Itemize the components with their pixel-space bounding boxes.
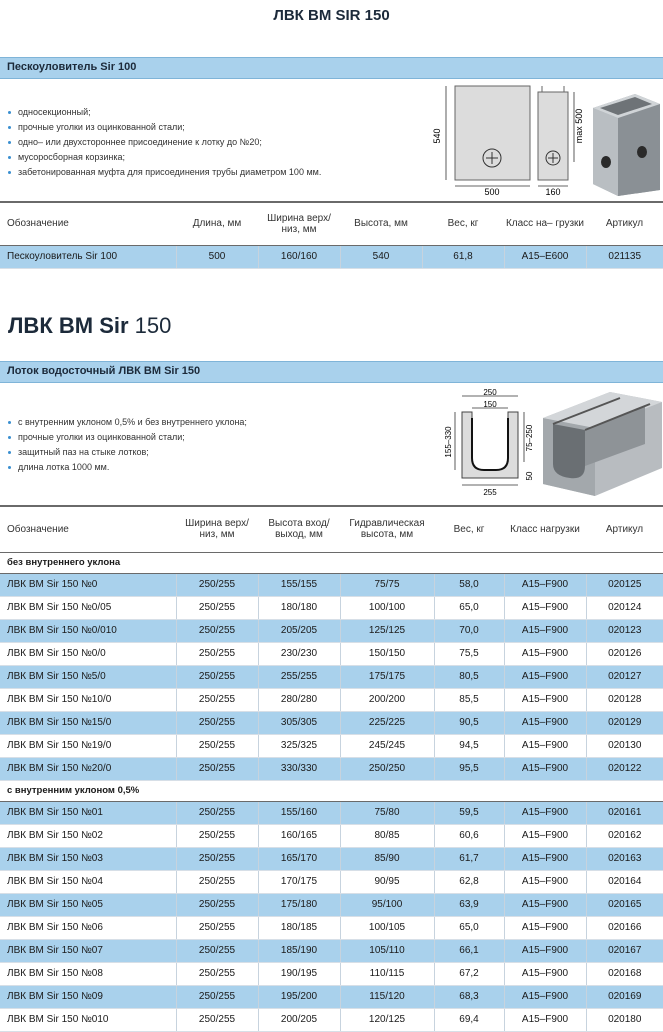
cell: 80,5 <box>434 665 504 688</box>
dim-depth: 160 <box>545 187 561 197</box>
cell: 020167 <box>586 939 663 962</box>
cell: 190/195 <box>258 962 340 985</box>
cell: 250/255 <box>176 847 258 870</box>
cell: 250/255 <box>176 573 258 596</box>
feature-item: односекционный; <box>8 105 321 120</box>
cell: A15–F900 <box>504 893 586 916</box>
cell: 69,4 <box>434 1008 504 1031</box>
cell: 165/170 <box>258 847 340 870</box>
cell: ЛВК ВМ Sir 150 №08 <box>0 962 176 985</box>
cell: 020163 <box>586 847 663 870</box>
dim-height: 540 <box>432 128 442 144</box>
cell: 250/255 <box>176 962 258 985</box>
table-row <box>0 893 663 916</box>
rows-no-slope <box>0 573 663 780</box>
cell: 60,6 <box>434 824 504 847</box>
col-width: Ширина верх/низ, мм <box>258 202 340 245</box>
cell: 250/255 <box>176 801 258 824</box>
cell: A15–F900 <box>504 688 586 711</box>
cell: 325/325 <box>258 734 340 757</box>
feature-item: защитный паз на стыке лотков; <box>8 445 247 460</box>
cell: 225/225 <box>340 711 434 734</box>
cell: ЛВК ВМ Sir 150 №06 <box>0 916 176 939</box>
cell: 020168 <box>586 962 663 985</box>
cell: 200/200 <box>340 688 434 711</box>
cell: A15–F900 <box>504 962 586 985</box>
cell: 250/255 <box>176 596 258 619</box>
cell: 020130 <box>586 734 663 757</box>
channel-drawing <box>440 388 663 500</box>
col-height: Высота вход/выход, мм <box>258 506 340 552</box>
dim-inner: 150 <box>483 400 497 409</box>
dim-right-height: 75–250 <box>525 424 534 452</box>
cell: 125/125 <box>340 619 434 642</box>
product-heading-bold: ЛВК ВМ Sir <box>8 313 129 338</box>
cell: Пескоуловитель Sir 100 <box>0 245 176 268</box>
col-designation: Обозначение <box>0 506 176 552</box>
col-length: Длина, мм <box>176 202 258 245</box>
cell: A15–E600 <box>504 245 586 268</box>
cell: 250/255 <box>176 824 258 847</box>
col-height: Высота, мм <box>340 202 422 245</box>
cell: 105/110 <box>340 939 434 962</box>
cell: 180/185 <box>258 916 340 939</box>
col-weight: Вес, кг <box>422 202 504 245</box>
cell: 155/155 <box>258 573 340 596</box>
cell: 180/180 <box>258 596 340 619</box>
cell: 75,5 <box>434 642 504 665</box>
cell: 020122 <box>586 757 663 780</box>
cell: 305/305 <box>258 711 340 734</box>
cell: A15–F900 <box>504 1008 586 1031</box>
col-width: Ширина верх/низ, мм <box>176 506 258 552</box>
cell: A15–F900 <box>504 847 586 870</box>
cell: 200/205 <box>258 1008 340 1031</box>
dim-bottom: 255 <box>483 488 497 497</box>
cell: 65,0 <box>434 916 504 939</box>
cell: 245/245 <box>340 734 434 757</box>
group-slope: с внутренним уклоном 0,5% <box>0 780 663 801</box>
cell: 100/105 <box>340 916 434 939</box>
cell: 250/255 <box>176 688 258 711</box>
cell: 250/255 <box>176 985 258 1008</box>
cell: 020128 <box>586 688 663 711</box>
table-row <box>0 962 663 985</box>
cell: ЛВК ВМ Sir 150 №01 <box>0 801 176 824</box>
cell: 62,8 <box>434 870 504 893</box>
cell: 65,0 <box>434 596 504 619</box>
feature-item: длина лотка 1000 мм. <box>8 460 247 475</box>
table-row <box>0 245 663 268</box>
cell: 120/125 <box>340 1008 434 1031</box>
cell: ЛВК ВМ Sir 150 №02 <box>0 824 176 847</box>
cell: 020123 <box>586 619 663 642</box>
cell: A15–F900 <box>504 916 586 939</box>
cell: 90/95 <box>340 870 434 893</box>
cell: A15–F900 <box>504 870 586 893</box>
cell: 020126 <box>586 642 663 665</box>
cell: 330/330 <box>258 757 340 780</box>
cell: 110/115 <box>340 962 434 985</box>
cell: 540 <box>340 245 422 268</box>
cell: A15–F900 <box>504 824 586 847</box>
cell: 020166 <box>586 916 663 939</box>
cell: 150/150 <box>340 642 434 665</box>
cell: ЛВК ВМ Sir 150 №10/0 <box>0 688 176 711</box>
cell: ЛВК ВМ Sir 150 №09 <box>0 985 176 1008</box>
cell: 020180 <box>586 1008 663 1031</box>
cell: ЛВК ВМ Sir 150 №03 <box>0 847 176 870</box>
cell: 250/255 <box>176 870 258 893</box>
cell: 185/190 <box>258 939 340 962</box>
cell: 75/80 <box>340 801 434 824</box>
sand-trap-drawing <box>430 78 663 198</box>
cell: 70,0 <box>434 619 504 642</box>
cell: ЛВК ВМ Sir 150 №010 <box>0 1008 176 1031</box>
cell: A15–F900 <box>504 801 586 824</box>
cell: 58,0 <box>434 573 504 596</box>
cell: 250/255 <box>176 642 258 665</box>
col-article: Артикул <box>586 506 663 552</box>
dim-max-height: max 500 <box>574 108 584 144</box>
table-row <box>0 757 663 780</box>
col-weight: Вес, кг <box>434 506 504 552</box>
cell: 021135 <box>586 245 663 268</box>
rows-slope <box>0 801 663 1031</box>
feature-item: мусоросборная корзинка; <box>8 150 321 165</box>
cell: 175/175 <box>340 665 434 688</box>
cell: 250/255 <box>176 916 258 939</box>
cell: 61,8 <box>422 245 504 268</box>
cell: 195/200 <box>258 985 340 1008</box>
table-row <box>0 711 663 734</box>
section-header-channel <box>0 361 663 383</box>
col-hydraulic-height: Гидравлическая высота, мм <box>340 506 434 552</box>
feature-list-sand-trap <box>8 105 321 180</box>
table-row <box>0 619 663 642</box>
cell: 500 <box>176 245 258 268</box>
feature-item: одно– или двухстороннее присоединение к лотку до №20; <box>8 135 321 150</box>
cell: A15–F900 <box>504 665 586 688</box>
cell: A15–F900 <box>504 757 586 780</box>
cell: 020161 <box>586 801 663 824</box>
cell: 020164 <box>586 870 663 893</box>
col-designation: Обозначение <box>0 202 176 245</box>
cell: 115/120 <box>340 985 434 1008</box>
table-row <box>0 734 663 757</box>
cell: 85/90 <box>340 847 434 870</box>
cell: 160/160 <box>258 245 340 268</box>
table-row <box>0 1008 663 1031</box>
cell: ЛВК ВМ Sir 150 №5/0 <box>0 665 176 688</box>
cell: 170/175 <box>258 870 340 893</box>
dim-left-height: 155–330 <box>444 426 453 458</box>
table-row <box>0 801 663 824</box>
cell: 250/255 <box>176 939 258 962</box>
cell: 020127 <box>586 665 663 688</box>
cell: 250/255 <box>176 757 258 780</box>
cell: 020124 <box>586 596 663 619</box>
cell: A15–F900 <box>504 985 586 1008</box>
col-load-class: Класс нагрузки <box>504 506 586 552</box>
table-row <box>0 985 663 1008</box>
cell: ЛВК ВМ Sir 150 №19/0 <box>0 734 176 757</box>
cell: 250/255 <box>176 711 258 734</box>
cell: A15–F900 <box>504 642 586 665</box>
cell: ЛВК ВМ Sir 150 №0 <box>0 573 176 596</box>
group-no-slope: без внутреннего уклона <box>0 552 663 573</box>
table-row <box>0 939 663 962</box>
cell: 020162 <box>586 824 663 847</box>
sand-trap-table <box>0 201 663 269</box>
cell: 250/255 <box>176 1008 258 1031</box>
page-title: ЛВК ВМ SIR 150 <box>273 7 390 24</box>
table-row <box>0 573 663 596</box>
cell: 250/255 <box>176 893 258 916</box>
cell: ЛВК ВМ Sir 150 №20/0 <box>0 757 176 780</box>
section-header-label: Лоток водосточный ЛВК ВМ Sir 150 <box>7 365 201 377</box>
cell: 100/100 <box>340 596 434 619</box>
cell: 63,9 <box>434 893 504 916</box>
section-header-sand-trap <box>0 57 663 79</box>
feature-item: прочные уголки из оцинкованной стали; <box>8 120 321 135</box>
product-heading <box>8 313 171 339</box>
cell: 020169 <box>586 985 663 1008</box>
table-row <box>0 870 663 893</box>
cell: 020129 <box>586 711 663 734</box>
cell: 68,3 <box>434 985 504 1008</box>
cell: 59,5 <box>434 801 504 824</box>
cell: 020125 <box>586 573 663 596</box>
cell: 250/255 <box>176 665 258 688</box>
table-row <box>0 824 663 847</box>
cell: 61,7 <box>434 847 504 870</box>
cell: ЛВК ВМ Sir 150 №0/0 <box>0 642 176 665</box>
cell: ЛВК ВМ Sir 150 №15/0 <box>0 711 176 734</box>
cell: ЛВК ВМ Sir 150 №0/05 <box>0 596 176 619</box>
col-article: Артикул <box>586 202 663 245</box>
cell: 280/280 <box>258 688 340 711</box>
feature-item: с внутренним уклоном 0,5% и без внутреннего уклона; <box>8 415 247 430</box>
cell: 250/255 <box>176 734 258 757</box>
cell: 80/85 <box>340 824 434 847</box>
cell: ЛВК ВМ Sir 150 №0/010 <box>0 619 176 642</box>
cell: 160/165 <box>258 824 340 847</box>
cell: 75/75 <box>340 573 434 596</box>
cell: 94,5 <box>434 734 504 757</box>
cell: 155/160 <box>258 801 340 824</box>
col-load-class: Класс на– грузки <box>504 202 586 245</box>
feature-item: прочные уголки из оцинкованной стали; <box>8 430 247 445</box>
cell: ЛВК ВМ Sir 150 №05 <box>0 893 176 916</box>
cell: ЛВК ВМ Sir 150 №04 <box>0 870 176 893</box>
table-row <box>0 847 663 870</box>
table-row <box>0 596 663 619</box>
product-heading-size: 150 <box>128 313 172 338</box>
cell: A15–F900 <box>504 939 586 962</box>
dim-base: 50 <box>525 471 534 481</box>
feature-item: забетонированная муфта для присоединения трубы диаметром 100 мм. <box>8 165 321 180</box>
cell: 66,1 <box>434 939 504 962</box>
cell: 175/180 <box>258 893 340 916</box>
table-row <box>0 642 663 665</box>
cell: 95/100 <box>340 893 434 916</box>
cell: A15–F900 <box>504 619 586 642</box>
section-header-label: Пескоуловитель Sir 100 <box>7 61 137 73</box>
table-row <box>0 688 663 711</box>
cell: 67,2 <box>434 962 504 985</box>
cell: 90,5 <box>434 711 504 734</box>
dim-top: 250 <box>483 388 497 397</box>
table-row <box>0 665 663 688</box>
table-row <box>0 916 663 939</box>
feature-list-channel <box>8 415 247 475</box>
cell: A15–F900 <box>504 596 586 619</box>
channel-table <box>0 505 663 1032</box>
cell: A15–F900 <box>504 711 586 734</box>
cell: 250/250 <box>340 757 434 780</box>
cell: 020165 <box>586 893 663 916</box>
cell: 85,5 <box>434 688 504 711</box>
cell: A15–F900 <box>504 734 586 757</box>
cell: A15–F900 <box>504 573 586 596</box>
cell: ЛВК ВМ Sir 150 №07 <box>0 939 176 962</box>
cell: 95,5 <box>434 757 504 780</box>
cell: 255/255 <box>258 665 340 688</box>
dim-width: 500 <box>484 187 500 197</box>
cell: 230/230 <box>258 642 340 665</box>
cell: 205/205 <box>258 619 340 642</box>
cell: 250/255 <box>176 619 258 642</box>
